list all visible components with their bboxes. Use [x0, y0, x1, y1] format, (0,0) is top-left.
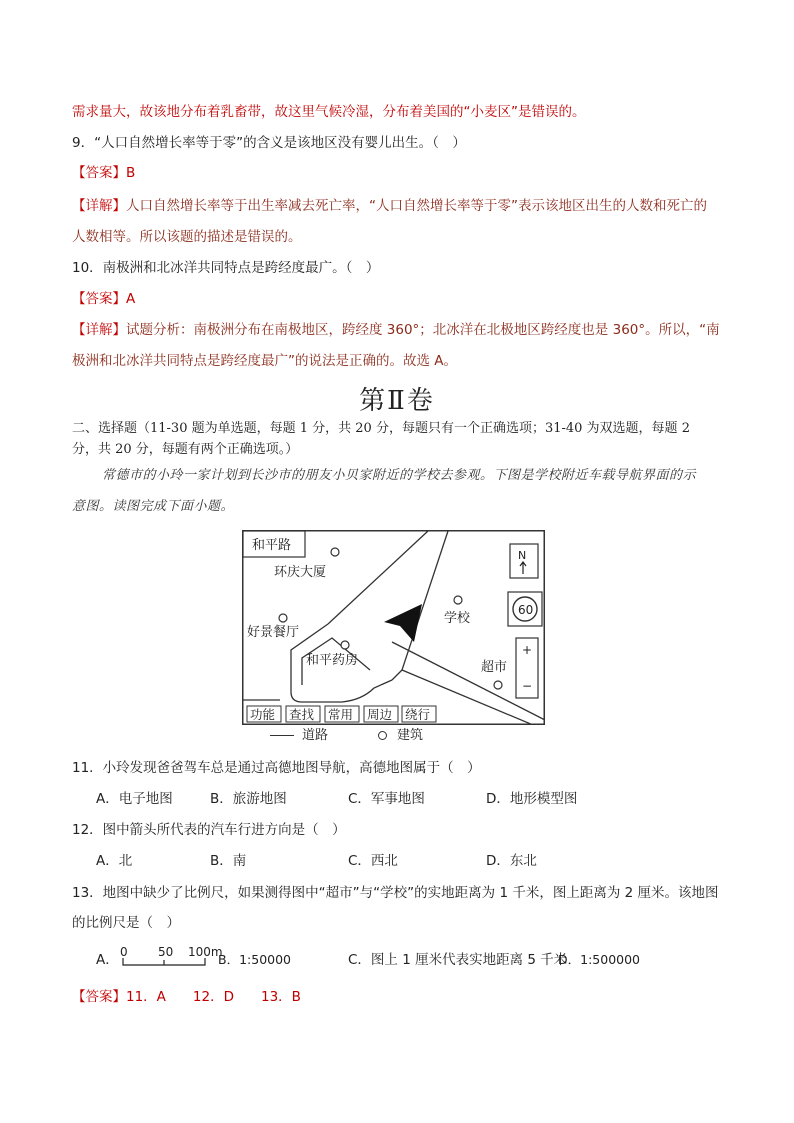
- detail-9-line2: 人数相等。所以该题的描述是错误的。: [72, 229, 302, 245]
- section-instructions-line2: 分，共 20 分，每题有两个正确选项。）: [72, 442, 299, 457]
- road-name-label: 和平路: [252, 538, 292, 553]
- question-11: 11．小玲发现爸爸驾车总是通过高德地图导航，高德地图属于（ ）: [72, 760, 481, 776]
- toolbar-button-detour[interactable]: 绕行: [405, 707, 431, 722]
- zoom-in-button[interactable]: +: [522, 643, 533, 657]
- detail-10-line1: [72, 320, 720, 340]
- option-11-d: D．地形模型图: [486, 791, 578, 807]
- toolbar-button-common[interactable]: 常用: [328, 707, 354, 722]
- question-13-line2: 的比例尺是（ ）: [72, 915, 180, 931]
- road-line-icon: [270, 735, 294, 736]
- toolbar-button-search[interactable]: 查找: [289, 707, 315, 722]
- answer-tag: 【答案】: [72, 165, 126, 181]
- detail-text: 人口自然增长率等于出生率减去死亡率，“人口自然增长率等于零”表示该地区出生的人数和死亡的: [126, 198, 707, 214]
- answer-values: 11．A 12．D 13．B: [126, 989, 301, 1005]
- building-circle-icon: [378, 731, 387, 740]
- scale-label: 100m: [188, 945, 223, 959]
- answer-9: [72, 163, 135, 183]
- legend-road: [270, 727, 328, 745]
- building-label: 环庆大厦: [274, 565, 327, 580]
- detail-9-line1: [72, 196, 707, 216]
- speed-limit-value: 60: [518, 603, 534, 617]
- building-marker: [279, 614, 287, 622]
- answer-10: [72, 289, 135, 309]
- building-label: 学校: [444, 611, 471, 626]
- option-12-a: A．北: [96, 853, 133, 869]
- building-label: 和平药房: [306, 653, 359, 668]
- question-9: 9．“人口自然增长率等于零”的含义是该地区没有婴儿出生。（ ）: [72, 135, 466, 151]
- detail-tag: 【详解】: [72, 198, 126, 214]
- toolbar-button-nearby[interactable]: 周边: [367, 707, 393, 722]
- option-11-c: C．军事地图: [348, 791, 425, 807]
- detail-10-line2: 极洲和北冰洋共同特点是跨经度最广”的说法是正确的。故选 A。: [72, 353, 458, 369]
- final-answers: [72, 987, 301, 1007]
- building-marker: [494, 681, 502, 689]
- answer-tag: 【答案】: [72, 989, 126, 1005]
- option-13-d: D．1:500000: [558, 952, 641, 967]
- answer-tag: 【答案】: [72, 291, 126, 307]
- answer-value: B: [126, 165, 136, 181]
- building-label: 超市: [481, 660, 508, 675]
- scale-bar-option: [120, 946, 230, 968]
- option-12-b: B．南: [210, 853, 247, 869]
- building-marker: [331, 548, 339, 556]
- scale-bar-icon: [120, 946, 230, 968]
- question-13-line1: 13．地图中缺少了比例尺，如果测得图中“超市”与“学校”的实地距离为 1 千米，图上距离为 2 厘米。该地图: [72, 885, 719, 901]
- question-10: 10．南极洲和北冰洋共同特点是跨经度最广。（ ）: [72, 260, 380, 276]
- building-marker: [341, 641, 349, 649]
- building-label: 好景餐厅: [247, 625, 300, 640]
- option-13-c: C．图上 1 厘米代表实地距离 5 千米: [348, 952, 568, 968]
- legend-road-label: 道路: [302, 728, 329, 743]
- section-instructions-line1: 二、选择题（11-30 题为单选题，每题 1 分，共 20 分，每题只有一个正确选项；31-40 为双选题，每题 2: [72, 421, 690, 436]
- option-11-b: B．旅游地图: [210, 791, 287, 807]
- option-11-a: A．电子地图: [96, 791, 173, 807]
- prev-explanation: 需求量大，故该地分布着乳畜带，故这里气候冷湿，分布着美国的“小麦区”是错误的。: [72, 104, 586, 120]
- option-12-c: C．西北: [348, 853, 398, 869]
- legend-building-label: 建筑: [397, 728, 424, 743]
- toolbar-button-function[interactable]: 功能: [250, 707, 276, 722]
- question-12: 12．图中箭头所代表的汽车行进方向是（ ）: [72, 822, 346, 838]
- answer-value: A: [126, 291, 136, 307]
- section-title: 第Ⅱ卷: [359, 386, 435, 416]
- scale-label: 0: [120, 945, 128, 959]
- legend-building: [378, 727, 423, 745]
- option-13-a-prefix: A．: [96, 952, 119, 968]
- intro-line1: 常德市的小玲一家计划到长沙市的朋友小贝家附近的学校去参观。下图是学校附近车载导航界面的示: [102, 468, 697, 483]
- navigation-map: [242, 530, 545, 725]
- option-12-d: D．东北: [486, 853, 537, 869]
- compass-letter: N: [518, 549, 527, 562]
- intro-line2: 意图。读图完成下面小题。: [72, 499, 235, 514]
- building-marker: [454, 596, 462, 604]
- detail-tag: 【详解】: [72, 322, 126, 338]
- scale-label: 50: [158, 945, 174, 959]
- option-13-b: B．1:50000: [218, 952, 292, 967]
- zoom-out-button[interactable]: −: [522, 679, 533, 693]
- detail-text: 试题分析：南极洲分布在南极地区，跨经度 360°；北冰洋在北极地区跨经度也是 360°。所以，“南: [126, 322, 720, 338]
